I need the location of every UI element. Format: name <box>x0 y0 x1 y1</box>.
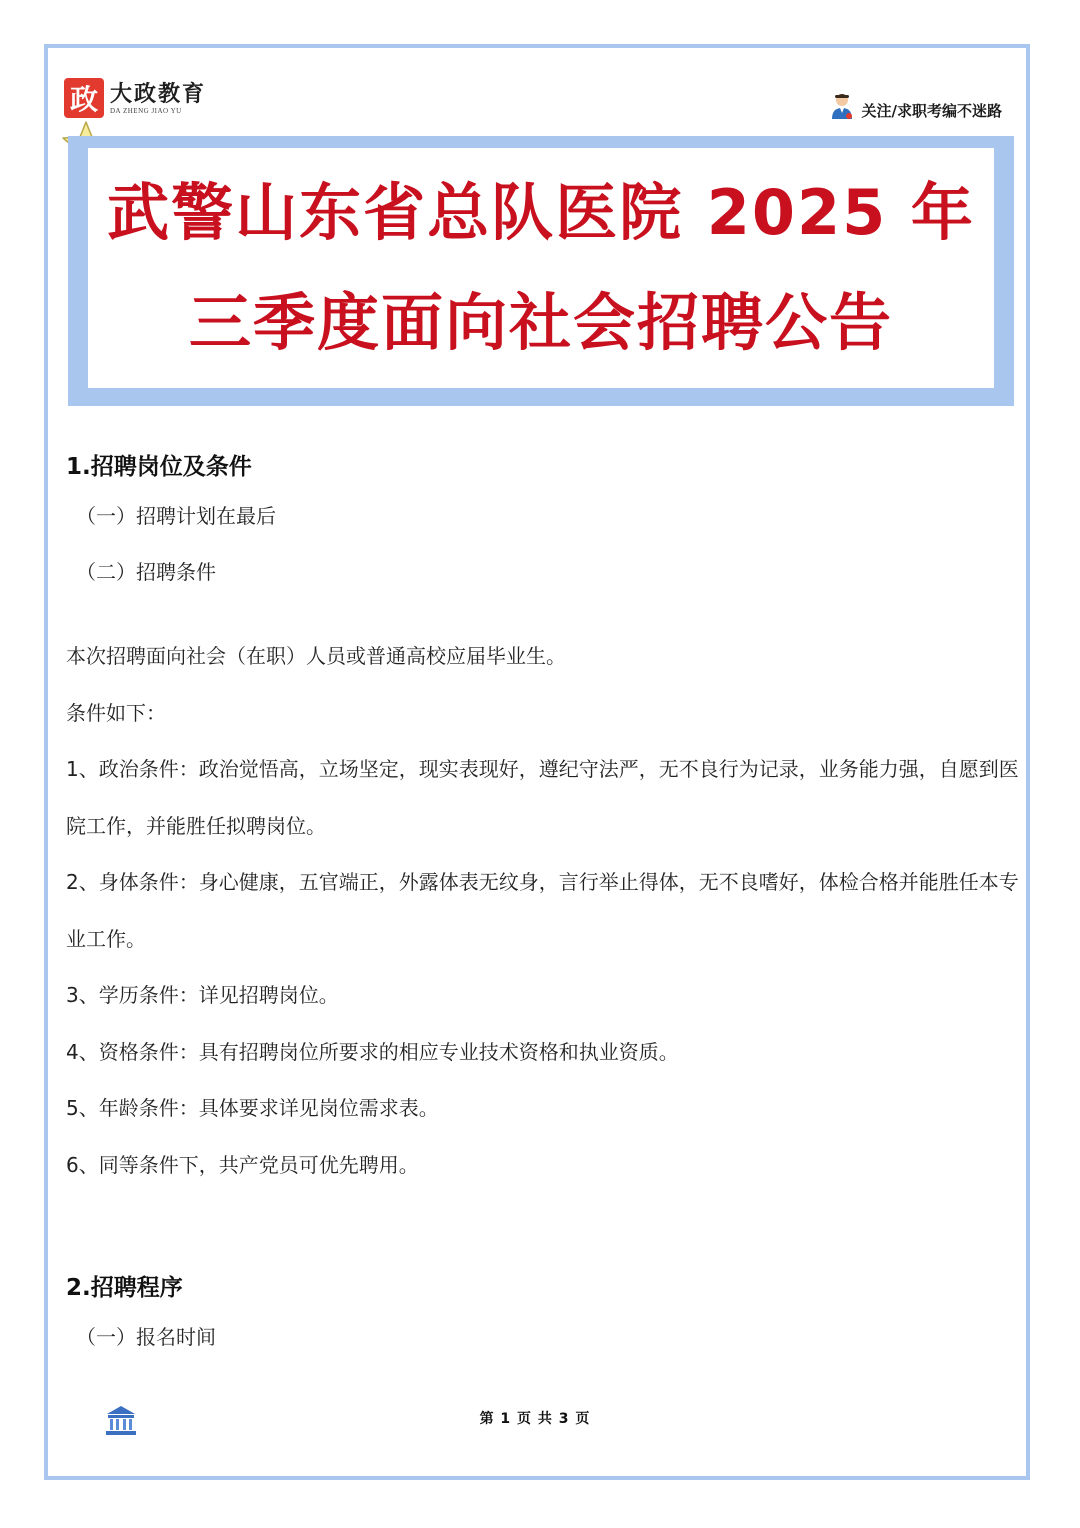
title-box <box>88 148 994 388</box>
title-line-2: 三季度面向社会招聘公告 <box>188 286 893 359</box>
condition-item: 5、年龄条件：具体要求详见岗位需求表。 <box>66 1096 439 1120</box>
condition-item: 3、学历条件：详见招聘岗位。 <box>66 983 339 1007</box>
subheading-registration-time: （一）报名时间 <box>76 1325 216 1349</box>
brand-text <box>110 82 206 115</box>
paragraph-conditions-label: 条件如下： <box>66 700 166 725</box>
subheading-recruitment-conditions: （二）招聘条件 <box>76 560 216 584</box>
brand-logo-block <box>64 78 206 118</box>
condition-item: 2、身体条件：身心健康，五官端正，外露体表无纹身，言行举止得体，无不良嗜好，体检合格并能胜任本专业工作。 <box>66 870 1019 951</box>
condition-item: 6、同等条件下，共产党员可优先聘用。 <box>66 1152 419 1177</box>
section-heading-2: 2.招聘程序 <box>66 1275 183 1301</box>
section-heading-1: 1.招聘岗位及条件 <box>66 454 252 480</box>
brand-pinyin: DA ZHENG JIAO YU <box>110 106 182 115</box>
paragraph-intro: 本次招聘面向社会（在职）人员或普通高校应届毕业生。 <box>66 644 566 668</box>
condition-item: 1、政治条件：政治觉悟高，立场坚定，现实表现好，遵纪守法严，无不良行为记录，业务能力强，自愿到医院工作，并能胜任拟聘岗位。 <box>66 757 1019 838</box>
document-body <box>66 446 1026 1365</box>
follow-banner <box>830 92 1002 120</box>
title-banner <box>68 136 1014 406</box>
user-avatar-icon <box>830 92 854 120</box>
condition-item: 4、资格条件：具有招聘岗位所要求的相应专业技术资格和执业资质。 <box>66 1039 679 1064</box>
page-number: 第 1 页 共 3 页 <box>479 1411 591 1427</box>
follow-text: 关注/求职考编不迷路 <box>861 102 1002 120</box>
title-line-1: 武警山东省总队医院 2025 年 <box>107 176 975 249</box>
brand-logo-icon: 政 <box>64 78 104 118</box>
subheading-recruitment-plan: （一）招聘计划在最后 <box>76 504 276 528</box>
brand-name: 大政教育 <box>110 80 207 107</box>
